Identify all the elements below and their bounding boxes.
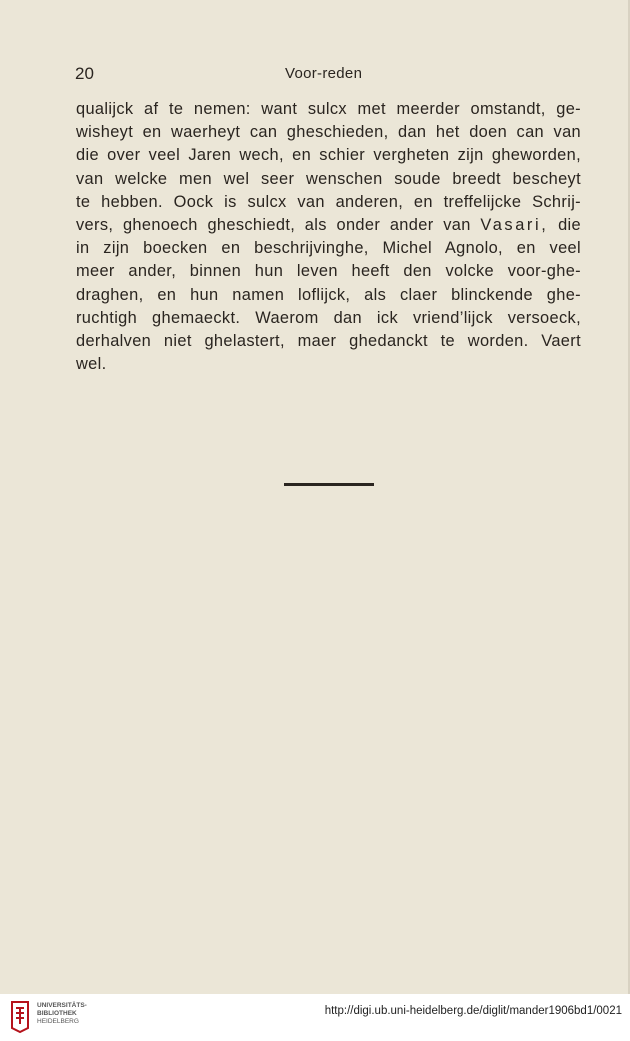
footer-bar	[0, 994, 630, 1041]
text-line: derhalven niet ghelastert, maer ghedanckt te worden. Vaert	[76, 332, 581, 351]
text-segment: die	[558, 216, 581, 235]
library-line: BIBLIOTHEK	[37, 1010, 77, 1017]
text-line: qualijck af te nemen: want sulcx met meerder omstandt, ge-	[76, 100, 581, 118]
text-line: meer ander, binnen hun leven heeft den volcke voor-ghe-	[76, 262, 581, 281]
text-line: van welcke men wel seer wenschen soude breedt bescheyt	[76, 169, 581, 188]
text-line: wel.	[76, 355, 107, 374]
page-header	[75, 64, 580, 86]
library-logo-icon	[8, 998, 32, 1034]
library-line: HEIDELBERG	[37, 1018, 79, 1025]
text-segment: vers, ghenoech gheschiedt, als onder ander van	[76, 216, 471, 235]
section-divider	[284, 483, 374, 486]
text-line: die over veel Jaren wech, en schier vergheten zijn gheworden,	[76, 146, 581, 165]
text-line: in zijn boecken en beschrijvinghe, Michel Agnolo, en veel	[76, 239, 581, 258]
text-line: draghen, en hun namen loflijck, als claer blinckende ghe-	[76, 285, 581, 304]
page-number: 20	[75, 64, 94, 83]
library-name	[37, 1002, 87, 1026]
name-vasari: Vasari,	[480, 216, 549, 235]
running-head: Voor-reden	[285, 65, 363, 82]
library-line: UNIVERSITÄTS-	[37, 1002, 87, 1009]
text-line: ruchtigh ghemaeckt. Waerom dan ick vriend’lijck versoeck,	[76, 308, 581, 327]
text-line: wisheyt en waerheyt can gheschieden, dan het doen can van	[76, 123, 581, 142]
body-text	[76, 98, 581, 376]
source-url-link[interactable]: http://digi.ub.uni-heidelberg.de/diglit/mander1906bd1/0021	[324, 1005, 622, 1017]
text-line: te hebben. Oock is sulcx van anderen, en treffelijcke Schrij-	[76, 192, 581, 211]
text-line-vasari	[76, 214, 581, 237]
